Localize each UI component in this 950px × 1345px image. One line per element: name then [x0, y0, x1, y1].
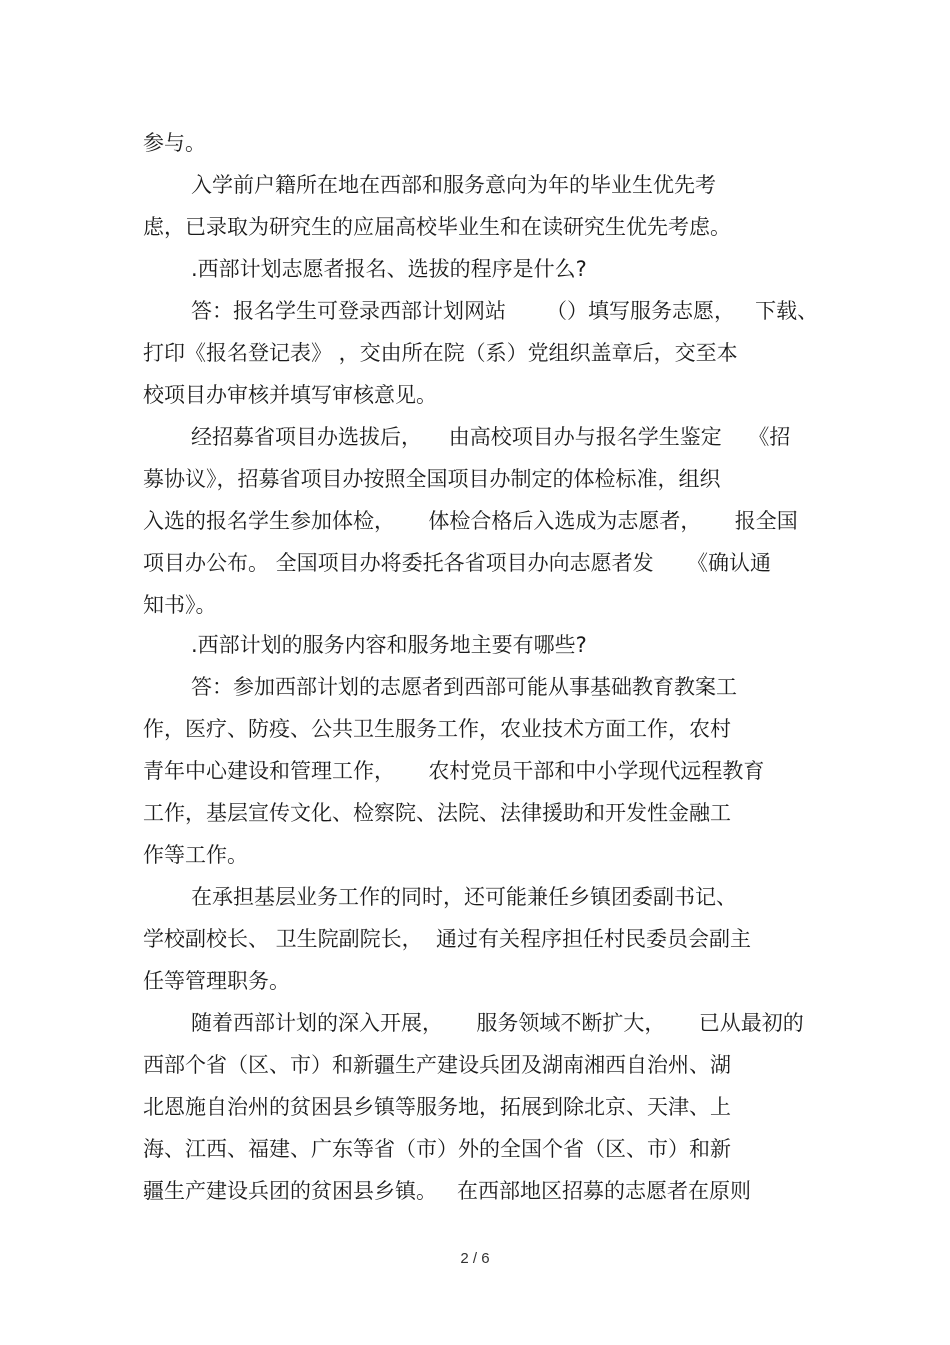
text-line: 西部个省（区、市）和新疆生产建设兵团及湖南湘西自治州、湖 — [143, 1053, 731, 1077]
paragraph-start-line: 随着西部计划的深入开展， 服务领域不断扩大， 已从最初的 — [191, 1011, 804, 1035]
text-line: 工作，基层宣传文化、检察院、法院、法律援助和开发性金融工 — [143, 801, 731, 825]
paragraph-start-line: 经招募省项目办选拔后， 由高校项目办与报名学生鉴定 《招 — [191, 425, 791, 449]
question-heading: .西部计划的服务内容和服务地主要有哪些? — [191, 633, 587, 657]
page-number: 2 / 6 — [460, 1250, 490, 1267]
text-line: 作，医疗、防疫、公共卫生服务工作，农业技术方面工作，农村 — [143, 717, 731, 741]
question-heading: .西部计划志愿者报名、选拔的程序是什么? — [191, 257, 587, 281]
text-line: 虑，已录取为研究生的应届高校毕业生和在读研究生优先考虑。 — [143, 215, 731, 239]
text-line: 任等管理职务。 — [143, 969, 290, 993]
paragraph-start-line: 在承担基层业务工作的同时，还可能兼任乡镇团委副书记、 — [191, 885, 737, 909]
text-line: 海、江西、福建、广东等省（市）外的全国个省（区、市）和新 — [143, 1137, 731, 1161]
paragraph-start-line: 答：报名学生可登录西部计划网站 （）填写服务志愿， 下载、 — [191, 299, 819, 323]
paragraph-start-line: 入学前户籍所在地在西部和服务意向为年的毕业生优先考 — [191, 173, 716, 197]
text-line: 北恩施自治州的贫困县乡镇等服务地，拓展到除北京、天津、上 — [143, 1095, 731, 1119]
paragraph-start-line: 答：参加西部计划的志愿者到西部可能从事基础教育教案工 — [191, 675, 737, 699]
text-line: 项目办公布。 全国项目办将委托各省项目办向志愿者发 《确认通 — [143, 551, 772, 575]
text-line: 知书》。 — [143, 593, 217, 617]
text-line: 作等工作。 — [143, 843, 248, 867]
text-line: 青年中心建设和管理工作， 农村党员干部和中小学现代远程教育 — [143, 759, 765, 783]
text-line: 打印《报名登记表》 ，交由所在院（系）党组织盖章后，交至本 — [143, 341, 738, 365]
text-line: 校项目办审核并填写审核意见。 — [143, 383, 437, 407]
text-line: 参与。 — [143, 131, 206, 155]
text-line: 募协议》，招募省项目办按照全国项目办制定的体检标准，组织 — [143, 467, 721, 491]
text-line: 入选的报名学生参加体检， 体检合格后入选成为志愿者， 报全国 — [143, 509, 798, 533]
text-line: 疆生产建设兵团的贫困县乡镇。 在西部地区招募的志愿者在原则 — [143, 1179, 752, 1203]
text-line: 学校副校长、 卫生院副院长， 通过有关程序担任村民委员会副主 — [143, 927, 752, 951]
